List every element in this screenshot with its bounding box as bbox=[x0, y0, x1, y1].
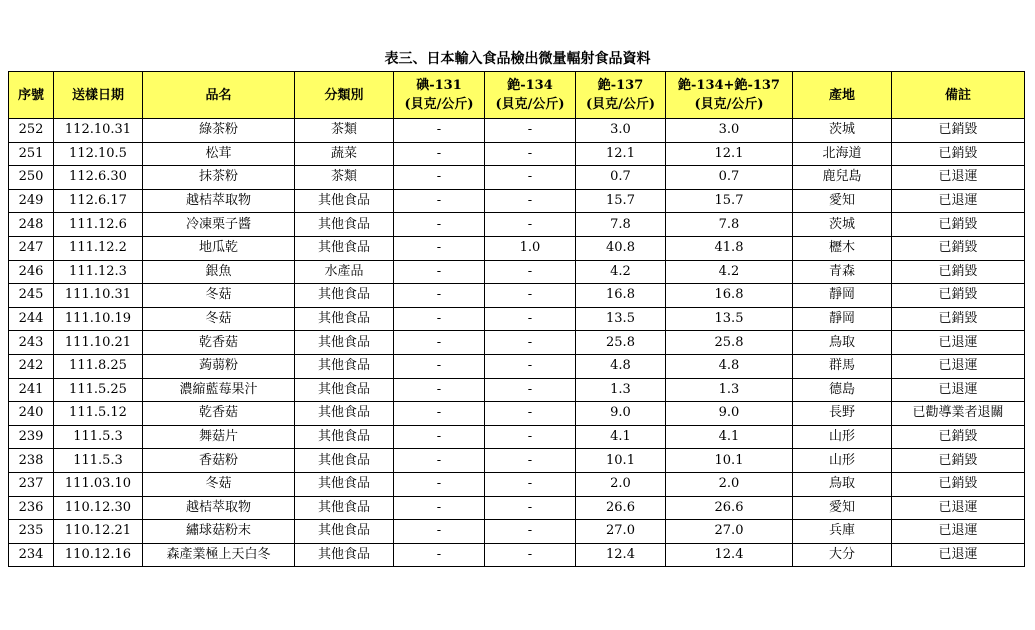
cell-remarks: 已銷毀 bbox=[892, 472, 1025, 496]
cell-product: 乾香菇 bbox=[143, 331, 295, 355]
cell-product: 乾香菇 bbox=[143, 402, 295, 426]
table-row bbox=[9, 402, 1025, 426]
cell-product: 冬菇 bbox=[143, 472, 295, 496]
cell-origin: 群馬 bbox=[793, 354, 892, 378]
cell-origin: 兵庫 bbox=[793, 520, 892, 544]
col-header-cs-total: 銫-134+銫-137 (貝克/公斤) bbox=[666, 72, 793, 119]
cell-date: 110.12.30 bbox=[54, 496, 143, 520]
cell-origin: 德島 bbox=[793, 378, 892, 402]
cell-category: 其他食品 bbox=[295, 331, 394, 355]
col-header-remarks: 備註 bbox=[892, 72, 1025, 119]
cell-cs-total: 0.7 bbox=[666, 166, 793, 190]
cell-remarks: 已退運 bbox=[892, 354, 1025, 378]
cell-cs-total: 13.5 bbox=[666, 307, 793, 331]
cell-product: 冬菇 bbox=[143, 284, 295, 308]
cell-origin: 愛知 bbox=[793, 496, 892, 520]
cell-cs137: 0.7 bbox=[576, 166, 666, 190]
cell-remarks: 已退運 bbox=[892, 189, 1025, 213]
cell-remarks: 已銷毀 bbox=[892, 260, 1025, 284]
cell-origin: 山形 bbox=[793, 449, 892, 473]
cell-cs134: - bbox=[485, 354, 576, 378]
cell-cs137: 12.1 bbox=[576, 142, 666, 166]
cell-category: 其他食品 bbox=[295, 189, 394, 213]
cell-cs-total: 3.0 bbox=[666, 119, 793, 143]
cell-cs134: - bbox=[485, 260, 576, 284]
cell-category: 其他食品 bbox=[295, 284, 394, 308]
cell-serial: 245 bbox=[9, 284, 54, 308]
cell-date: 111.10.19 bbox=[54, 307, 143, 331]
cell-origin: 青森 bbox=[793, 260, 892, 284]
cell-i131: - bbox=[394, 142, 485, 166]
cell-cs134: - bbox=[485, 402, 576, 426]
cell-product: 松茸 bbox=[143, 142, 295, 166]
cell-i131: - bbox=[394, 307, 485, 331]
cell-date: 111.5.3 bbox=[54, 449, 143, 473]
cell-cs-total: 27.0 bbox=[666, 520, 793, 544]
cell-product: 香菇粉 bbox=[143, 449, 295, 473]
cell-remarks: 已退運 bbox=[892, 496, 1025, 520]
cell-cs134: - bbox=[485, 166, 576, 190]
cell-serial: 247 bbox=[9, 236, 54, 260]
cell-category: 其他食品 bbox=[295, 354, 394, 378]
cell-i131: - bbox=[394, 284, 485, 308]
cell-category: 其他食品 bbox=[295, 213, 394, 237]
cell-product: 森產業極上天白冬 bbox=[143, 543, 295, 567]
cell-serial: 244 bbox=[9, 307, 54, 331]
cell-cs134: - bbox=[485, 378, 576, 402]
cell-serial: 242 bbox=[9, 354, 54, 378]
cell-remarks: 已勸導業者退關 bbox=[892, 402, 1025, 426]
cell-product: 濃縮藍莓果汁 bbox=[143, 378, 295, 402]
cell-cs134: - bbox=[485, 449, 576, 473]
table-row bbox=[9, 260, 1025, 284]
table-row bbox=[9, 425, 1025, 449]
cell-cs134: - bbox=[485, 496, 576, 520]
cell-date: 112.10.31 bbox=[54, 119, 143, 143]
cell-cs137: 13.5 bbox=[576, 307, 666, 331]
cell-product: 地瓜乾 bbox=[143, 236, 295, 260]
cell-remarks: 已退運 bbox=[892, 331, 1025, 355]
cell-category: 其他食品 bbox=[295, 425, 394, 449]
table-body bbox=[9, 119, 1025, 567]
cell-serial: 246 bbox=[9, 260, 54, 284]
cell-remarks: 已銷毀 bbox=[892, 449, 1025, 473]
cell-cs-total: 25.8 bbox=[666, 331, 793, 355]
table-row bbox=[9, 378, 1025, 402]
cell-date: 111.5.25 bbox=[54, 378, 143, 402]
radiation-food-table bbox=[8, 71, 1025, 567]
cell-remarks: 已銷毀 bbox=[892, 425, 1025, 449]
cell-cs137: 40.8 bbox=[576, 236, 666, 260]
cell-cs-total: 16.8 bbox=[666, 284, 793, 308]
cell-i131: - bbox=[394, 260, 485, 284]
cell-i131: - bbox=[394, 402, 485, 426]
cell-cs134: - bbox=[485, 119, 576, 143]
cell-cs134: 1.0 bbox=[485, 236, 576, 260]
cell-product: 綠茶粉 bbox=[143, 119, 295, 143]
cell-cs-total: 12.1 bbox=[666, 142, 793, 166]
table-row bbox=[9, 284, 1025, 308]
table-row bbox=[9, 354, 1025, 378]
cell-origin: 櫪木 bbox=[793, 236, 892, 260]
cell-i131: - bbox=[394, 213, 485, 237]
cell-i131: - bbox=[394, 166, 485, 190]
cell-i131: - bbox=[394, 496, 485, 520]
cell-cs-total: 41.8 bbox=[666, 236, 793, 260]
cell-origin: 鹿兒島 bbox=[793, 166, 892, 190]
cell-cs134: - bbox=[485, 543, 576, 567]
table-row bbox=[9, 331, 1025, 355]
cell-cs-total: 15.7 bbox=[666, 189, 793, 213]
col-header-serial: 序號 bbox=[9, 72, 54, 119]
cell-remarks: 已退運 bbox=[892, 520, 1025, 544]
cell-cs137: 4.2 bbox=[576, 260, 666, 284]
cell-category: 蔬菜 bbox=[295, 142, 394, 166]
cell-serial: 249 bbox=[9, 189, 54, 213]
cell-serial: 237 bbox=[9, 472, 54, 496]
cell-date: 111.8.25 bbox=[54, 354, 143, 378]
cell-cs-total: 10.1 bbox=[666, 449, 793, 473]
cell-cs-total: 1.3 bbox=[666, 378, 793, 402]
col-header-cs134: 銫-134 (貝克/公斤) bbox=[485, 72, 576, 119]
cell-i131: - bbox=[394, 378, 485, 402]
cell-date: 111.03.10 bbox=[54, 472, 143, 496]
cell-remarks: 已銷毀 bbox=[892, 307, 1025, 331]
cell-i131: - bbox=[394, 189, 485, 213]
cell-category: 其他食品 bbox=[295, 496, 394, 520]
cell-origin: 靜岡 bbox=[793, 284, 892, 308]
cell-date: 112.10.5 bbox=[54, 142, 143, 166]
cell-cs-total: 12.4 bbox=[666, 543, 793, 567]
table-row bbox=[9, 543, 1025, 567]
cell-date: 111.5.12 bbox=[54, 402, 143, 426]
cell-cs-total: 9.0 bbox=[666, 402, 793, 426]
cell-remarks: 已退運 bbox=[892, 378, 1025, 402]
cell-i131: - bbox=[394, 472, 485, 496]
cell-cs134: - bbox=[485, 472, 576, 496]
cell-cs134: - bbox=[485, 331, 576, 355]
cell-cs137: 9.0 bbox=[576, 402, 666, 426]
table-row bbox=[9, 449, 1025, 473]
cell-date: 111.12.3 bbox=[54, 260, 143, 284]
cell-serial: 241 bbox=[9, 378, 54, 402]
cell-date: 110.12.16 bbox=[54, 543, 143, 567]
cell-product: 冬菇 bbox=[143, 307, 295, 331]
cell-origin: 鳥取 bbox=[793, 331, 892, 355]
cell-origin: 大分 bbox=[793, 543, 892, 567]
cell-origin: 長野 bbox=[793, 402, 892, 426]
cell-cs137: 16.8 bbox=[576, 284, 666, 308]
cell-date: 111.10.21 bbox=[54, 331, 143, 355]
cell-date: 111.5.3 bbox=[54, 425, 143, 449]
cell-remarks: 已銷毀 bbox=[892, 284, 1025, 308]
cell-cs137: 10.1 bbox=[576, 449, 666, 473]
cell-cs134: - bbox=[485, 189, 576, 213]
header-row bbox=[9, 72, 1025, 119]
table-row bbox=[9, 236, 1025, 260]
cell-cs137: 26.6 bbox=[576, 496, 666, 520]
cell-cs-total: 4.2 bbox=[666, 260, 793, 284]
cell-remarks: 已銷毀 bbox=[892, 142, 1025, 166]
cell-category: 其他食品 bbox=[295, 378, 394, 402]
table-row bbox=[9, 472, 1025, 496]
cell-serial: 236 bbox=[9, 496, 54, 520]
cell-cs137: 7.8 bbox=[576, 213, 666, 237]
cell-serial: 234 bbox=[9, 543, 54, 567]
table-title: 表三、日本輸入食品檢出微量輻射食品資料 bbox=[384, 51, 651, 67]
cell-category: 其他食品 bbox=[295, 472, 394, 496]
table-row bbox=[9, 496, 1025, 520]
table-row bbox=[9, 307, 1025, 331]
cell-serial: 243 bbox=[9, 331, 54, 355]
cell-remarks: 已銷毀 bbox=[892, 213, 1025, 237]
cell-category: 水產品 bbox=[295, 260, 394, 284]
cell-i131: - bbox=[394, 425, 485, 449]
cell-serial: 248 bbox=[9, 213, 54, 237]
cell-cs134: - bbox=[485, 307, 576, 331]
cell-product: 冷凍栗子醬 bbox=[143, 213, 295, 237]
cell-serial: 238 bbox=[9, 449, 54, 473]
cell-cs134: - bbox=[485, 213, 576, 237]
cell-cs134: - bbox=[485, 142, 576, 166]
cell-origin: 靜岡 bbox=[793, 307, 892, 331]
cell-cs137: 27.0 bbox=[576, 520, 666, 544]
cell-category: 其他食品 bbox=[295, 307, 394, 331]
cell-category: 其他食品 bbox=[295, 236, 394, 260]
cell-date: 110.12.21 bbox=[54, 520, 143, 544]
cell-serial: 239 bbox=[9, 425, 54, 449]
cell-category: 其他食品 bbox=[295, 449, 394, 473]
table-row bbox=[9, 213, 1025, 237]
cell-i131: - bbox=[394, 354, 485, 378]
cell-serial: 252 bbox=[9, 119, 54, 143]
cell-i131: - bbox=[394, 331, 485, 355]
cell-serial: 240 bbox=[9, 402, 54, 426]
cell-cs134: - bbox=[485, 520, 576, 544]
cell-cs-total: 26.6 bbox=[666, 496, 793, 520]
col-header-date: 送樣日期 bbox=[54, 72, 143, 119]
cell-cs137: 4.8 bbox=[576, 354, 666, 378]
cell-date: 111.10.31 bbox=[54, 284, 143, 308]
table-row bbox=[9, 166, 1025, 190]
cell-cs137: 1.3 bbox=[576, 378, 666, 402]
cell-category: 其他食品 bbox=[295, 520, 394, 544]
cell-cs137: 12.4 bbox=[576, 543, 666, 567]
cell-date: 112.6.17 bbox=[54, 189, 143, 213]
cell-product: 越桔萃取物 bbox=[143, 189, 295, 213]
cell-cs-total: 2.0 bbox=[666, 472, 793, 496]
cell-i131: - bbox=[394, 543, 485, 567]
cell-cs134: - bbox=[485, 425, 576, 449]
cell-cs-total: 4.1 bbox=[666, 425, 793, 449]
cell-date: 112.6.30 bbox=[54, 166, 143, 190]
cell-cs134: - bbox=[485, 284, 576, 308]
cell-remarks: 已銷毀 bbox=[892, 119, 1025, 143]
cell-cs-total: 7.8 bbox=[666, 213, 793, 237]
cell-category: 茶類 bbox=[295, 166, 394, 190]
cell-product: 越桔萃取物 bbox=[143, 496, 295, 520]
cell-product: 抹茶粉 bbox=[143, 166, 295, 190]
col-header-i131: 碘-131 (貝克/公斤) bbox=[394, 72, 485, 119]
cell-cs137: 2.0 bbox=[576, 472, 666, 496]
cell-category: 茶類 bbox=[295, 119, 394, 143]
cell-product: 舞菇片 bbox=[143, 425, 295, 449]
cell-i131: - bbox=[394, 236, 485, 260]
cell-origin: 茨城 bbox=[793, 119, 892, 143]
cell-origin: 愛知 bbox=[793, 189, 892, 213]
cell-cs-total: 4.8 bbox=[666, 354, 793, 378]
cell-origin: 茨城 bbox=[793, 213, 892, 237]
table-row bbox=[9, 142, 1025, 166]
table-row bbox=[9, 189, 1025, 213]
cell-category: 其他食品 bbox=[295, 402, 394, 426]
cell-serial: 250 bbox=[9, 166, 54, 190]
cell-serial: 235 bbox=[9, 520, 54, 544]
cell-product: 蒟蒻粉 bbox=[143, 354, 295, 378]
cell-product: 繡球菇粉末 bbox=[143, 520, 295, 544]
col-header-origin: 產地 bbox=[793, 72, 892, 119]
cell-i131: - bbox=[394, 520, 485, 544]
cell-product: 銀魚 bbox=[143, 260, 295, 284]
table-row bbox=[9, 520, 1025, 544]
cell-cs137: 3.0 bbox=[576, 119, 666, 143]
cell-date: 111.12.2 bbox=[54, 236, 143, 260]
cell-category: 其他食品 bbox=[295, 543, 394, 567]
cell-origin: 北海道 bbox=[793, 142, 892, 166]
cell-cs137: 4.1 bbox=[576, 425, 666, 449]
cell-remarks: 已銷毀 bbox=[892, 236, 1025, 260]
cell-i131: - bbox=[394, 119, 485, 143]
cell-origin: 山形 bbox=[793, 425, 892, 449]
cell-cs137: 15.7 bbox=[576, 189, 666, 213]
cell-origin: 鳥取 bbox=[793, 472, 892, 496]
cell-remarks: 已退運 bbox=[892, 166, 1025, 190]
col-header-product: 品名 bbox=[143, 72, 295, 119]
cell-date: 111.12.6 bbox=[54, 213, 143, 237]
col-header-category: 分類別 bbox=[295, 72, 394, 119]
col-header-cs137: 銫-137 (貝克/公斤) bbox=[576, 72, 666, 119]
cell-remarks: 已退運 bbox=[892, 543, 1025, 567]
cell-cs137: 25.8 bbox=[576, 331, 666, 355]
table-row bbox=[9, 119, 1025, 143]
cell-i131: - bbox=[394, 449, 485, 473]
cell-serial: 251 bbox=[9, 142, 54, 166]
